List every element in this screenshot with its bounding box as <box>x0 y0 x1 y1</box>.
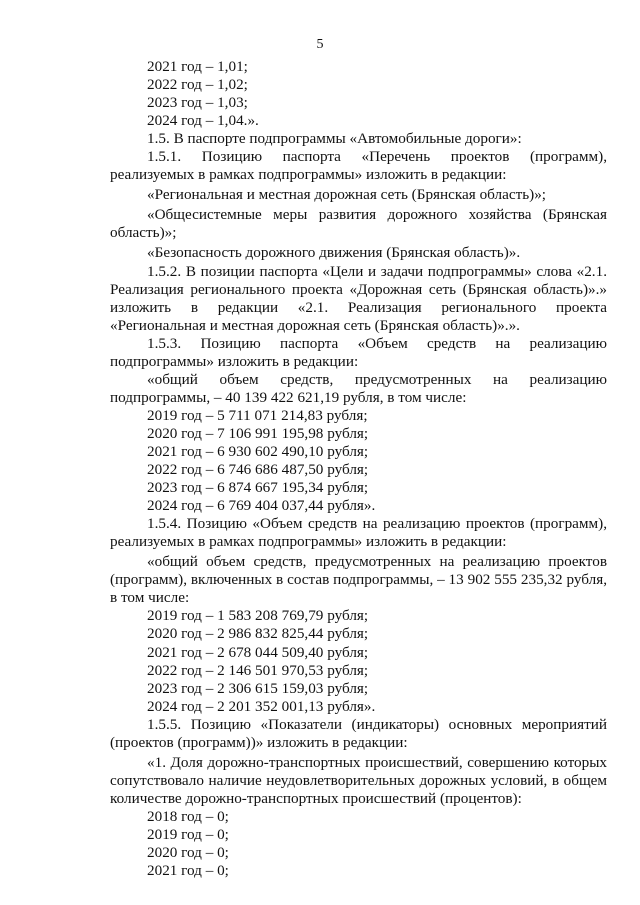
text-line: 2023 год – 6 874 667 195,34 рубля; <box>147 479 369 497</box>
text-line: 2021 год – 2 678 044 509,40 рубля; <box>147 643 369 661</box>
text-line: 2023 год – 1,03; <box>147 94 248 112</box>
paragraph: 1.5.3. Позицию паспорта «Объем средств на реализацию подпрограммы» изложить в редакции: <box>110 334 607 370</box>
paragraph: «общий объем средств, предусмотренных на реализацию проектов (программ), включенных в состав подпрограммы, – 13 902 555 235,32 рубля, в том числе: <box>110 553 607 607</box>
text-line: 2018 год – 0; <box>147 807 229 825</box>
section-heading: 1.5. В паспорте подпрограммы «Автомобильные дороги»: <box>147 130 522 148</box>
text-line: 2022 год – 2 146 501 970,53 рубля; <box>147 661 369 679</box>
paragraph: «Региональная и местная дорожная сеть (Брянская область)»; <box>147 186 547 204</box>
text-line: 2019 год – 1 583 208 769,79 рубля; <box>147 607 369 625</box>
text-line: 2024 год – 2 201 352 001,13 рубля». <box>147 697 376 715</box>
text-line: 2022 год – 6 746 686 487,50 рубля; <box>147 461 369 479</box>
paragraph: 1.5.4. Позицию «Объем средств на реализацию проектов (программ), реализуемых в рамках подпрограммы» изложить в редакции: <box>110 515 607 551</box>
text-line: 2024 год – 1,04.». <box>147 112 259 130</box>
text-line: «общий объем средств, предусмотренных на реализацию <box>147 370 607 388</box>
text-line: 2023 год – 2 306 615 159,03 рубля; <box>147 679 369 697</box>
text-line: 2020 год – 0; <box>147 844 229 862</box>
document-body <box>110 58 607 880</box>
text-line: подпрограммы, – 40 139 422 621,19 рубля, в том числе: <box>110 388 467 406</box>
text-line: 2021 год – 0; <box>147 862 229 880</box>
text-line: 2022 год – 1,02; <box>147 76 248 94</box>
paragraph: «Безопасность дорожного движения (Брянская область)». <box>147 244 521 262</box>
text-line: 2019 год – 0; <box>147 825 229 843</box>
text-line: 2021 год – 1,01; <box>147 58 248 75</box>
paragraph: 1.5.2. В позиции паспорта «Цели и задачи подпрограммы» слова «2.1. Реализация регионального проекта «Дорожная сеть (Брянская область)».» изложить в редакции «2.1. Реализация регионального проекта «Региональная и местная дорожная сеть (Брянская область)».». <box>110 262 607 334</box>
paragraph: «1. Доля дорожно-транспортных происшествий, совершению которых сопутствовало наличие неудовлетворительных дорожных условий, в общем количестве дорожно-транспортных происшествий (процентов): <box>110 753 607 807</box>
text-line: 2019 год – 5 711 071 214,83 рубля; <box>147 406 368 424</box>
paragraph: «Общесистемные меры развития дорожного хозяйства (Брянская область)»; <box>110 206 607 242</box>
paragraph: 1.5.1. Позицию паспорта «Перечень проектов (программ), реализуемых в рамках подпрограммы» изложить в редакции: <box>110 148 607 184</box>
text-line: 2024 год – 6 769 404 037,44 рубля». <box>147 497 376 515</box>
paragraph: 1.5.5. Позицию «Показатели (индикаторы) основных мероприятий (проектов (программ))» изложить в редакции: <box>110 715 607 751</box>
text-line: 2021 год – 6 930 602 490,10 рубля; <box>147 442 369 460</box>
text-line: 2020 год – 7 106 991 195,98 рубля; <box>147 424 369 442</box>
text-line: 2020 год – 2 986 832 825,44 рубля; <box>147 625 369 643</box>
page-number: 5 <box>316 37 324 52</box>
